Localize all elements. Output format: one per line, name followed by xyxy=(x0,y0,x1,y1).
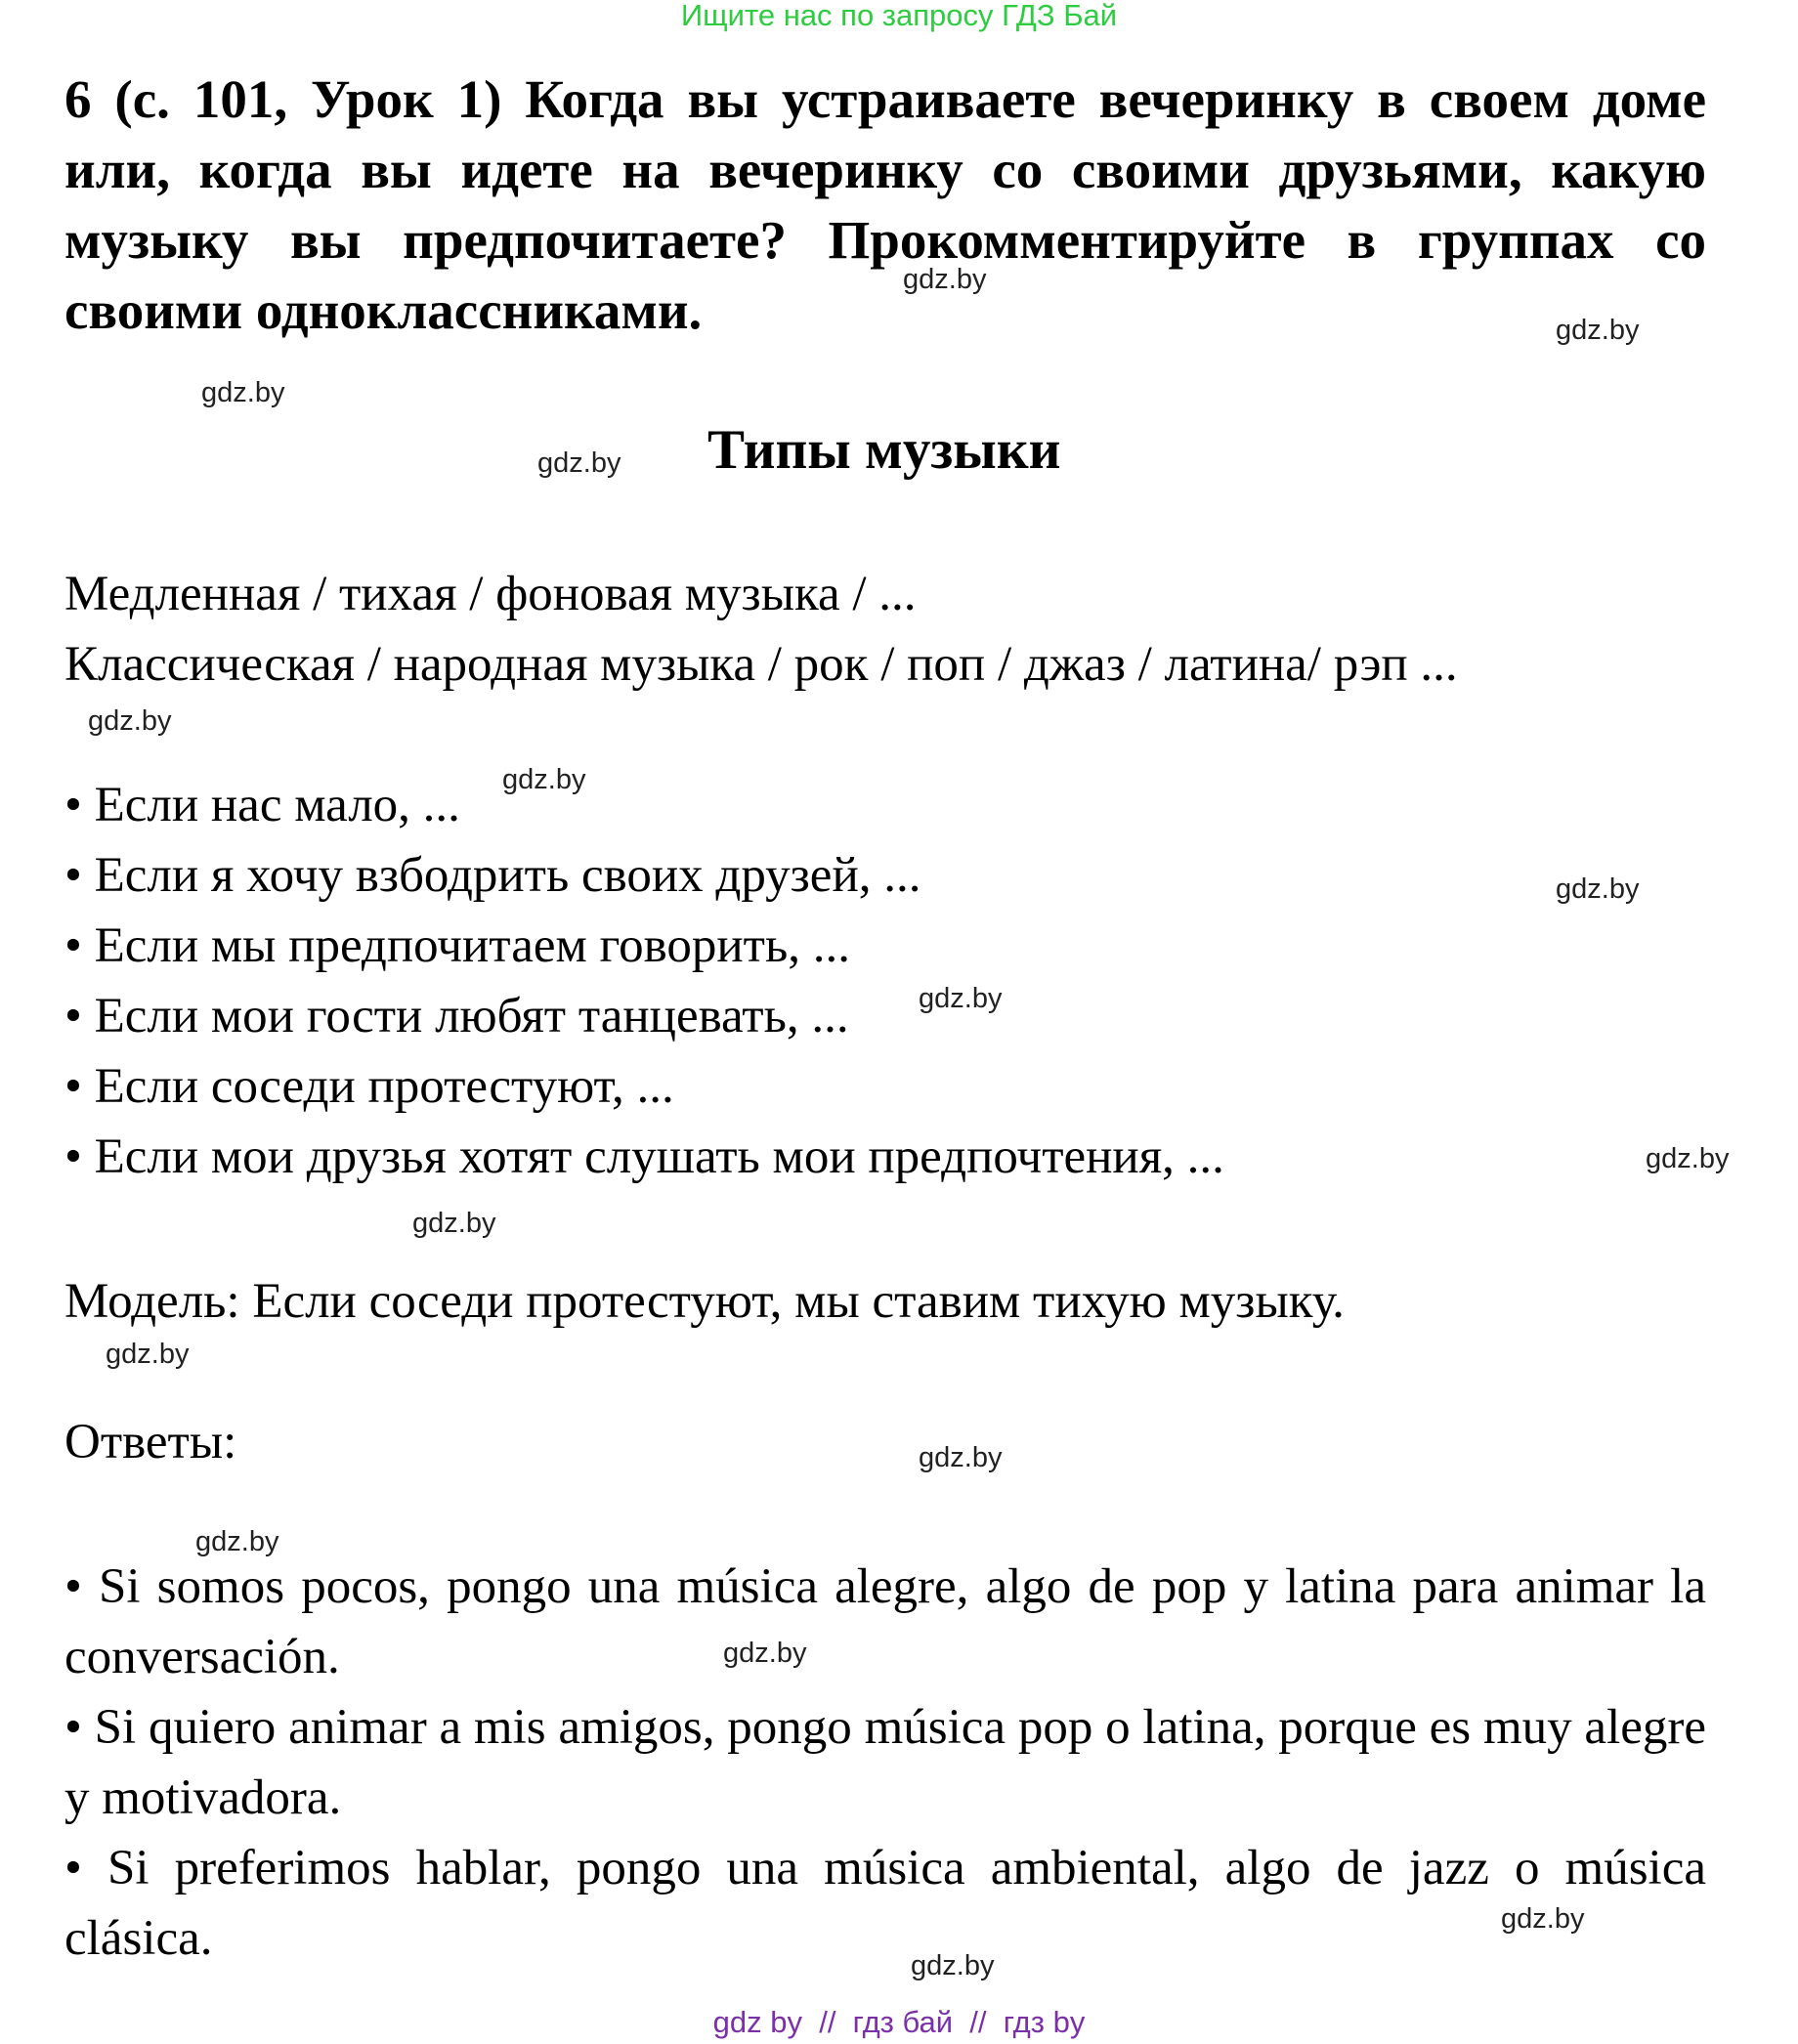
condition-item: • Если соседи протестуют, ... xyxy=(64,1059,674,1114)
watermark: gdz.by xyxy=(911,1950,995,1981)
answer-item: • Si preferimos hablar, pongo una música ambiental, algo de jazz o música clásica. xyxy=(64,1841,1706,1966)
answer-item: • Si quiero animar a mis amigos, pongo música pop o latina, porque es muy alegre y motivadora. xyxy=(64,1700,1706,1825)
watermark: gdz.by xyxy=(1501,1903,1585,1935)
watermark: gdz.by xyxy=(412,1208,496,1239)
condition-item: • Если мои гости любят танцевать, ... xyxy=(64,989,849,1043)
watermark: gdz.by xyxy=(1556,873,1640,905)
section-title: Типы музыки xyxy=(707,419,1061,481)
condition-item: • Если я хочу взбодрить своих друзей, ... xyxy=(64,848,921,903)
watermark: gdz.by xyxy=(723,1638,807,1669)
watermark: gdz.by xyxy=(106,1339,190,1370)
music-types-line-2: Классическая / народная музыка / рок / поп / джаз / латина/ рэп ... xyxy=(64,637,1458,692)
watermark: gdz.by xyxy=(537,447,621,479)
watermark: gdz.by xyxy=(502,764,586,795)
watermark: gdz.by xyxy=(201,377,285,408)
condition-item: • Если нас мало, ... xyxy=(64,778,460,832)
top-banner: Ищите нас по запросу ГДЗ Бай xyxy=(680,0,1118,32)
watermark: gdz.by xyxy=(919,983,1003,1014)
music-types-line-1: Медленная / тихая / фоновая музыка / ... xyxy=(64,567,917,621)
footer-links: gdz by // гдз бай // гдз by xyxy=(712,2005,1086,2039)
watermark: gdz.by xyxy=(88,705,172,737)
watermark: gdz.by xyxy=(903,264,987,295)
question-text: 6 (с. 101, Урок 1) Когда вы устраиваете вечеринку в своем доме или, когда вы идете на вечеринку со своими друзьями, какую музыку вы предпочитаете? Прокомментируйте в группах со своими одноклассниками. xyxy=(64,69,1706,340)
answer-item: • Si somos pocos, pongo una música alegre, algo de pop y latina para animar la conversación. xyxy=(64,1559,1706,1684)
condition-item: • Если мы предпочитаем говорить, ... xyxy=(64,918,850,973)
answers-title: Ответы: xyxy=(64,1415,237,1469)
watermark: gdz.by xyxy=(1646,1143,1730,1174)
watermark: gdz.by xyxy=(919,1442,1003,1473)
watermark: gdz.by xyxy=(195,1526,279,1557)
model-example: Модель: Если соседи протестуют, мы ставим тихую музыку. xyxy=(64,1274,1345,1329)
watermark: gdz.by xyxy=(1556,315,1640,346)
condition-item: • Если мои друзья хотят слушать мои предпочтения, ... xyxy=(64,1129,1224,1184)
